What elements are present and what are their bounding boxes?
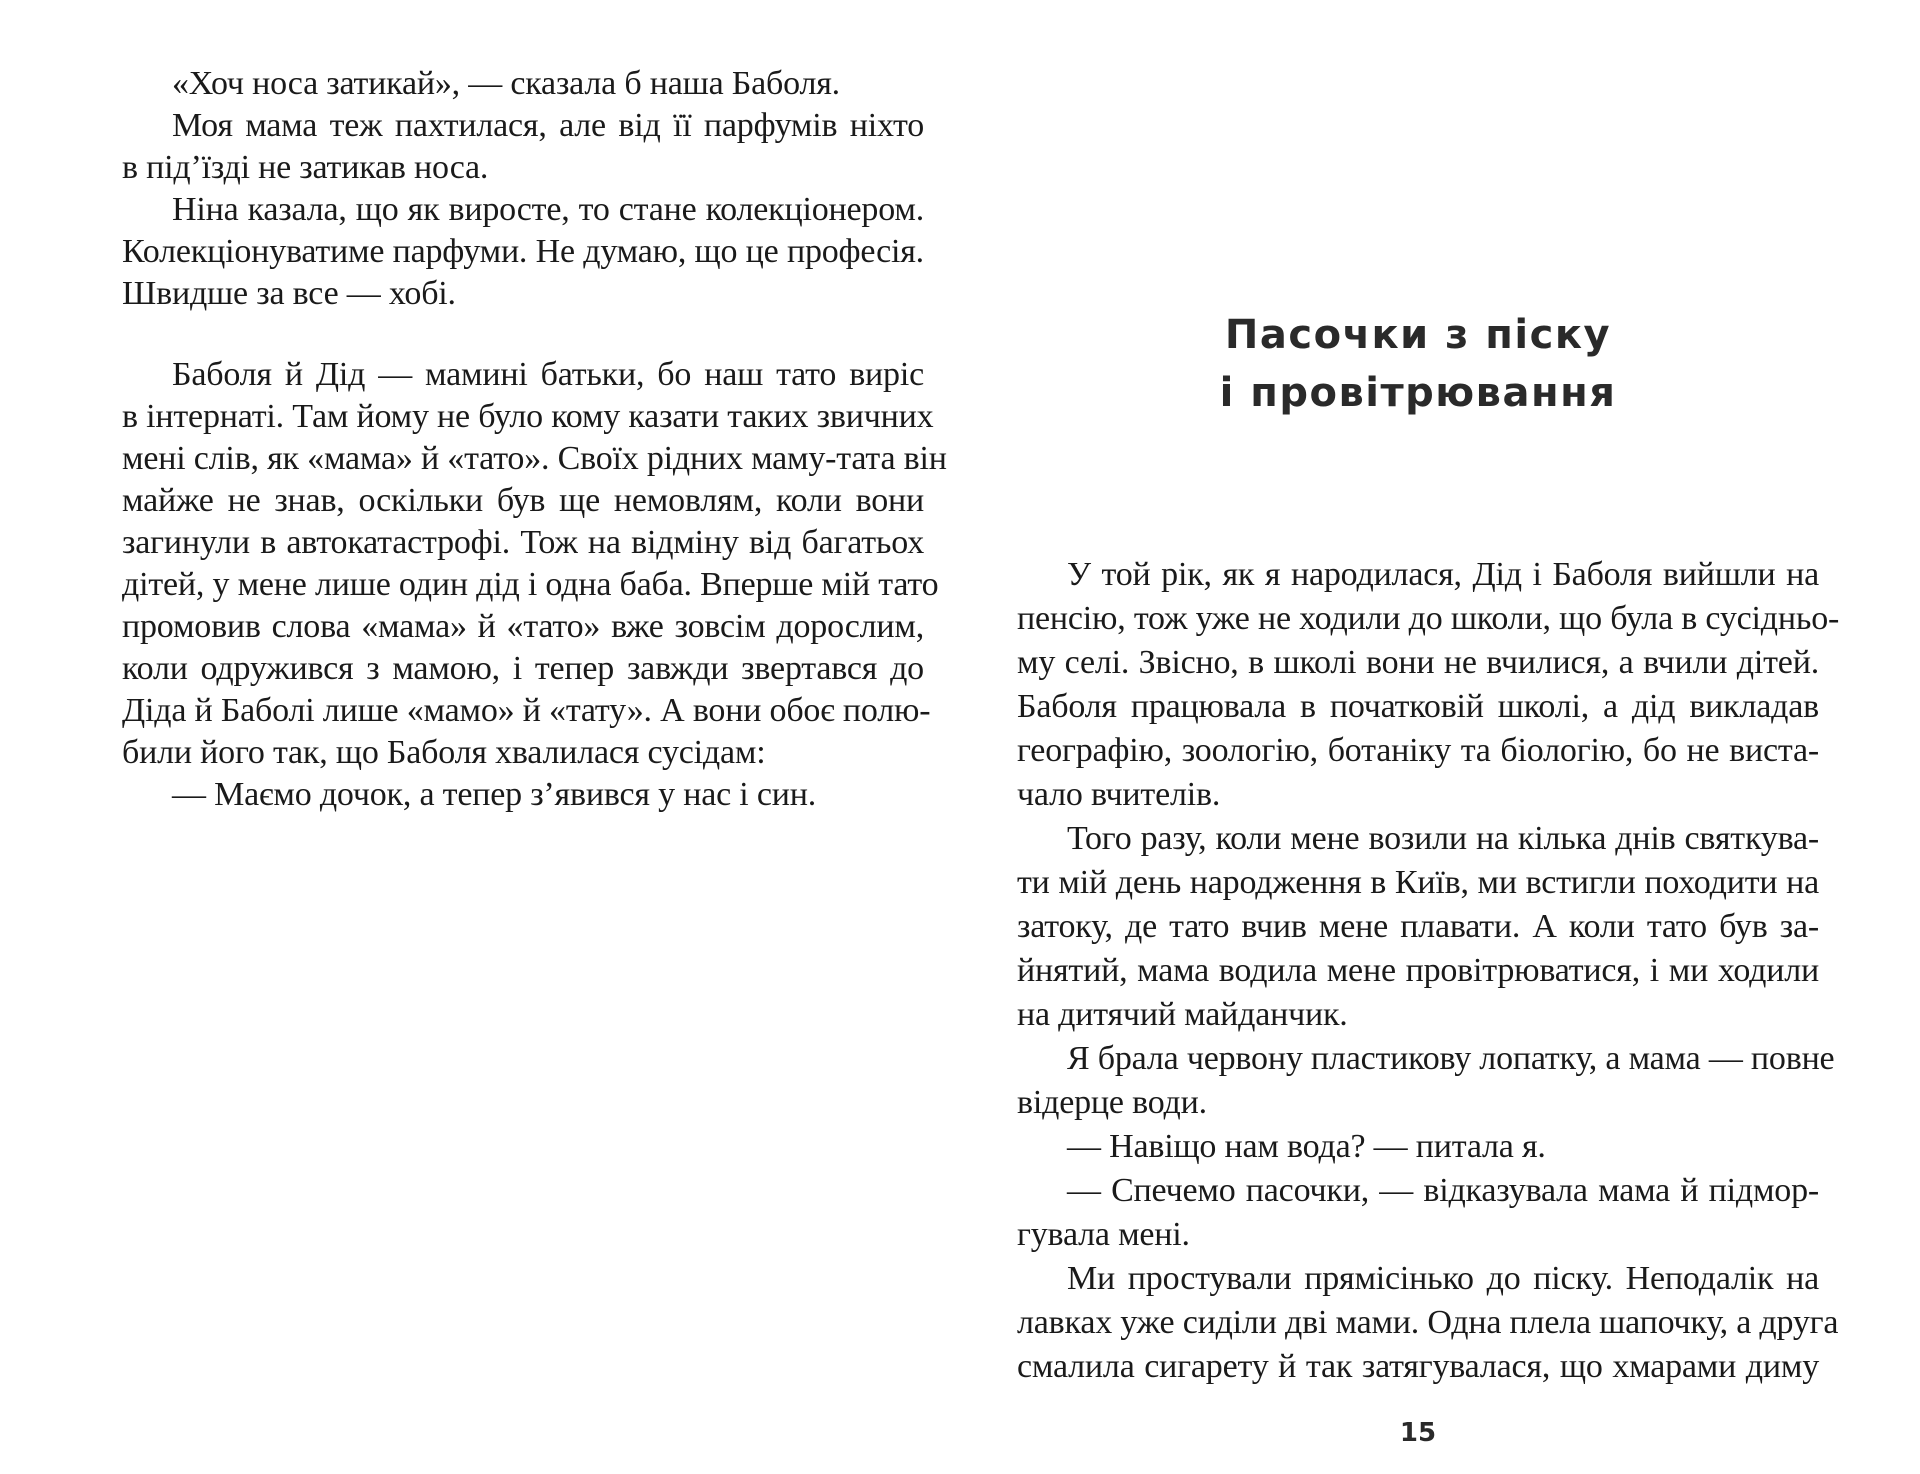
text-line: в під’їзді не затикав носа.: [122, 149, 489, 186]
text-line: лавках уже сиділи дві мами. Одна плела шапочку, а друга: [1017, 1304, 1839, 1341]
text-line: йнятий, мама водила мене провітрюватися, і ми ходили: [1017, 952, 1819, 989]
text-line: на дитячий майданчик.: [1017, 996, 1348, 1033]
text-line: пенсію, тож уже не ходили до школи, що була в сусідньо-: [1017, 600, 1840, 637]
text-line: му селі. Звісно, в школі вони не вчилися, а вчили дітей.: [1017, 644, 1819, 681]
text-line: затоку, де тато вчив мене плавати. А коли тато був за-: [1017, 908, 1819, 945]
text-line: майже не знав, оскільки був ще немовлям, коли вони: [122, 482, 924, 519]
text-line: коли одружився з мамою, і тепер завжди звертався до: [122, 650, 924, 687]
text-line: Того разу, коли мене возили на кілька днів святкува-: [1067, 820, 1819, 857]
text-line: чало вчителів.: [1017, 776, 1221, 813]
text-line: Баболя працювала в початковій школі, а дід викладав: [1017, 688, 1819, 725]
text-line: — Навіщо нам вода? — питала я.: [1067, 1128, 1546, 1165]
text-line: відерце води.: [1017, 1084, 1207, 1121]
text-line: У той рік, як я народилася, Дід і Баболя вийшли на: [1067, 556, 1819, 593]
text-line: Діда й Баболі лише «мамо» й «тату». А вони обоє полю-: [122, 692, 931, 729]
page-number: 15: [1399, 1418, 1437, 1448]
chapter-title-line-1: Пасочки з піску: [1224, 312, 1612, 358]
chapter-title-line-2: і провітрювання: [1219, 370, 1617, 416]
text-line: Колекціонуватиме парфуми. Не думаю, що це професія.: [122, 233, 924, 270]
text-line: Баболя й Дід — мамині батьки, бо наш тато виріс: [172, 356, 924, 393]
text-line: дітей, у мене лише один дід і одна баба. Вперше мій тато: [122, 566, 939, 603]
text-line: в інтернаті. Там йому не було кому казати таких звичних: [122, 398, 934, 435]
text-line: гувала мені.: [1017, 1216, 1190, 1253]
text-line: смалила сигарету й так затягувалася, що хмарами диму: [1017, 1348, 1819, 1385]
text-line: промовив слова «мама» й «тато» вже зовсім дорослим,: [122, 608, 924, 645]
text-line: — Маємо дочок, а тепер з’явився у нас і син.: [172, 776, 817, 813]
text-line: ти мій день народження в Київ, ми встигли походити на: [1017, 864, 1819, 901]
text-line: загинули в автокатастрофі. Тож на відміну від багатьох: [122, 524, 924, 561]
text-line: Ніна казала, що як виросте, то стане колекціонером.: [172, 191, 924, 228]
text-line: «Хоч носа затикай», — сказала б наша Баболя.: [172, 65, 840, 102]
text-line: Ми простували прямісінько до піску. Неподалік на: [1067, 1260, 1819, 1297]
text-line: Швидше за все — хобі.: [122, 275, 456, 312]
text-line: — Спечемо пасочки, — відказувала мама й підмор-: [1067, 1172, 1819, 1209]
text-line: били його так, що Баболя хвалилася сусідам:: [122, 734, 766, 771]
text-line: географію, зоологію, ботаніку та біологію, бо не виста-: [1017, 732, 1819, 769]
text-line: Я брала червону пластикову лопатку, а мама — повне: [1067, 1040, 1835, 1077]
text-line: мені слів, як «мама» й «тато». Своїх рідних маму-тата він: [122, 440, 947, 477]
text-line: Моя мама теж пахтилася, але від її парфумів ніхто: [172, 107, 924, 144]
